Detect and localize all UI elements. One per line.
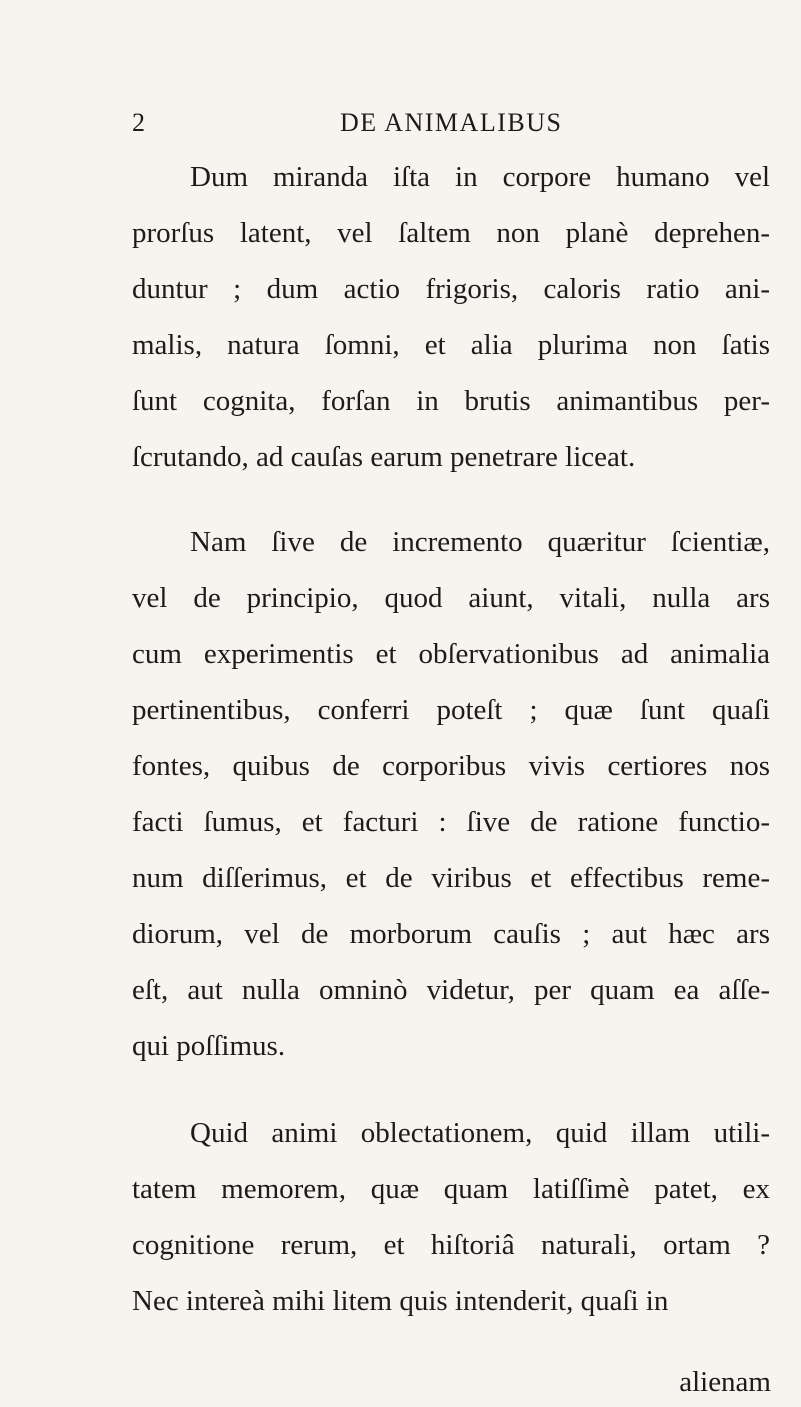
text-line: cognitione rerum, et hiſtoriâ naturali, ortam ? bbox=[132, 1229, 770, 1261]
page-header bbox=[0, 108, 801, 148]
text-line: ſcrutando, ad cauſas earum penetrare liceat. bbox=[132, 441, 636, 473]
text-line: duntur ; dum actio frigoris, caloris ratio ani- bbox=[132, 273, 770, 305]
text-line: Nec intereà mihi litem quis intenderit, quaſi in bbox=[132, 1285, 669, 1317]
running-head: DE ANIMALIBUS bbox=[340, 108, 563, 137]
text-line: Dum miranda iſta in corpore humano vel bbox=[190, 161, 770, 193]
text-line: diorum, vel de morborum cauſis ; aut hæc ars bbox=[132, 918, 770, 950]
text-line: cum experimentis et obſervationibus ad animalia bbox=[132, 638, 770, 670]
catchword: alienam bbox=[679, 1366, 771, 1398]
text-line: num diſſerimus, et de viribus et effectibus reme- bbox=[132, 862, 770, 894]
text-line: qui poſſimus. bbox=[132, 1030, 286, 1062]
text-line: eſt, aut nulla omninò videtur, per quam ea aſſe- bbox=[132, 974, 770, 1006]
text-line: pertinentibus, conferri poteſt ; quæ ſunt quaſi bbox=[132, 694, 770, 726]
text-line: Quid animi oblectationem, quid illam utili- bbox=[190, 1117, 770, 1149]
text-line: ſunt cognita, forſan in brutis animantibus per- bbox=[132, 385, 770, 417]
text-line: prorſus latent, vel ſaltem non planè deprehen- bbox=[132, 217, 770, 249]
text-line: tatem memorem, quæ quam latiſſimè patet, ex bbox=[132, 1173, 770, 1205]
page-number: 2 bbox=[132, 108, 145, 137]
text-line: facti ſumus, et facturi : ſive de ratione functio- bbox=[132, 806, 770, 838]
text-line: fontes, quibus de corporibus vivis certiores nos bbox=[132, 750, 770, 782]
text-line: malis, natura ſomni, et alia plurima non ſatis bbox=[132, 329, 770, 361]
text-line: vel de principio, quod aiunt, vitali, nulla ars bbox=[132, 582, 770, 614]
text-line: Nam ſive de incremento quæritur ſcientiæ, bbox=[190, 526, 770, 558]
